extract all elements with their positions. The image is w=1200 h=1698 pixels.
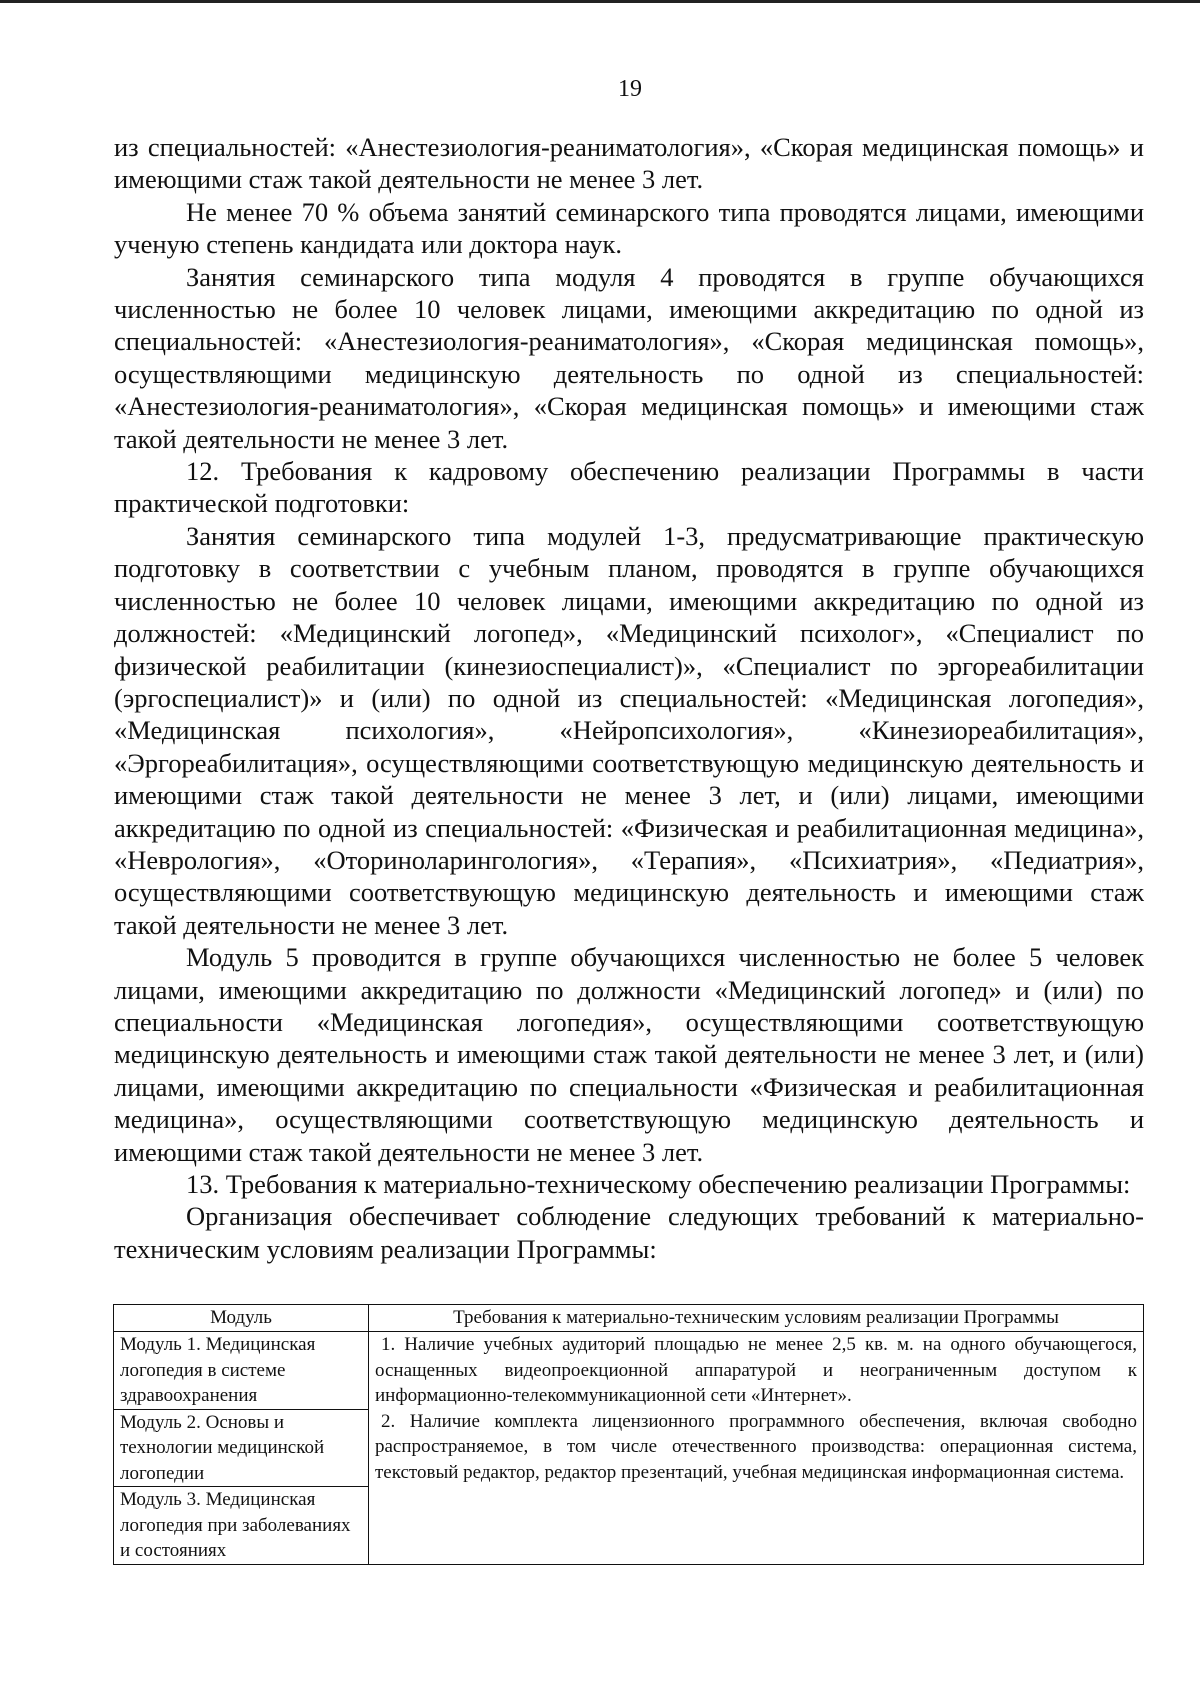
document-body [114, 131, 1144, 1265]
section-13-heading: 13. Требования к материально-техническому обеспечению реализации Программы: [186, 1169, 1131, 1199]
paragraph-seminar-degree: Не менее 70 % объема занятий семинарского типа проводятся лицами, имеющими ученую степень кандидата или доктора наук. [114, 196, 1144, 260]
scan-top-edge [0, 0, 1200, 3]
table-header-row [114, 1305, 1144, 1332]
table-cell-module-3: Модуль 3. Медицинская логопедия при заболеваниях и состояниях [114, 1487, 369, 1565]
paragraph-material-requirements-intro: Организация обеспечивает соблюдение следующих требований к материально-техническим условиям реализации Программы: [114, 1201, 1144, 1264]
table-header-requirements: Требования к материально-техническим условиям реализации Программы [369, 1305, 1144, 1332]
paragraph-module-4-staff: Занятия семинарского типа модуля 4 проводятся в группе обучающихся численностью не более 10 человек лицами, имеющими аккредитацию по одной из специальностей: «Анестезиология-реаниматология», «Скорая медицинская помощь», осуществляющими медицинскую деятельность по одной из специальностей: «Анестезиология-реаниматология», «Скорая медицинская помощь» и имеющими стаж такой деятельности не менее 3 лет. [114, 261, 1144, 454]
table-cell-requirements [369, 1332, 1144, 1565]
requirement-item-2: 2. Наличие комплекта лицензионного программного обеспечения, включая свободно распространяемое, в том числе отечественного производства: операционная система, текстовый редактор, редактор презентаций, учебная медицинская информационная система. [375, 1410, 1137, 1483]
paragraph-continuation: из специальностей: «Анестезиология-реаниматология», «Скорая медицинская помощь» и имеющими стаж такой деятельности не менее 3 лет. [114, 132, 1144, 195]
requirement-item-1: 1. Наличие учебных аудиторий площадью не менее 2,5 кв. м. на одного обучающегося, оснащенных видеопроекционной аппаратурой и неограниченным доступом к информационно-телекоммуникационной сети «Интернет». [375, 1334, 1137, 1406]
table-header-module: Модуль [114, 1305, 369, 1332]
table-row [114, 1332, 1144, 1410]
page-number: 19 [618, 76, 642, 102]
table-cell-module-1: Модуль 1. Медицинская логопедия в системе здравоохранения [114, 1332, 369, 1410]
paragraph-module-5-staff: Модуль 5 проводится в группе обучающихся численностью не более 5 человек лицами, имеющими аккредитацию по должности «Медицинский логопед» и (или) по специальности «Медицинская логопедия», осуществляющими соответствующую медицинскую деятельность и имеющими стаж такой деятельности не менее 3 лет, и (или) лицами, имеющими аккредитацию по специальности «Физическая и реабилитационная медицина», осуществляющими соответствующую медицинскую деятельность и имеющими стаж такой деятельности не менее 3 лет. [114, 942, 1144, 1167]
paragraph-modules-1-3-practice: Занятия семинарского типа модулей 1-3, предусматривающие практическую подготовку в соответствии с учебным планом, проводятся в группе обучающихся численностью не более 10 человек лицами, имеющими аккредитацию по одной из должностей: «Медицинский логопед», «Медицинский психолог», «Специалист по физической реабилитации (кинезиоспециалист)», «Специалист по эргореабилитации (эргоспециалист)» и (или) по одной из специальностей: «Медицинская логопедия», «Медицинская психология», «Нейропсихология», «Кинезиореабилитация», «Эргореабилитация», осуществляющими соответствующую медицинскую деятельность и имеющими стаж такой деятельности не менее 3 лет, и (или) лицами, имеющими аккредитацию по одной из специальностей: «Физическая и реабилитационная медицина», «Неврология», «Оториноларингология», «Терапия», «Психиатрия», «Педиатрия», осуществляющими соответствующую медицинскую деятельность и имеющими стаж такой деятельности не менее 3 лет. [114, 520, 1144, 940]
table-cell-module-2: Модуль 2. Основы и технологии медицинской логопедии [114, 1409, 369, 1487]
section-12-heading: 12. Требования к кадровому обеспечению реализации Программы в части практической подготовки: [114, 456, 1144, 519]
material-requirements-table [113, 1304, 1144, 1565]
